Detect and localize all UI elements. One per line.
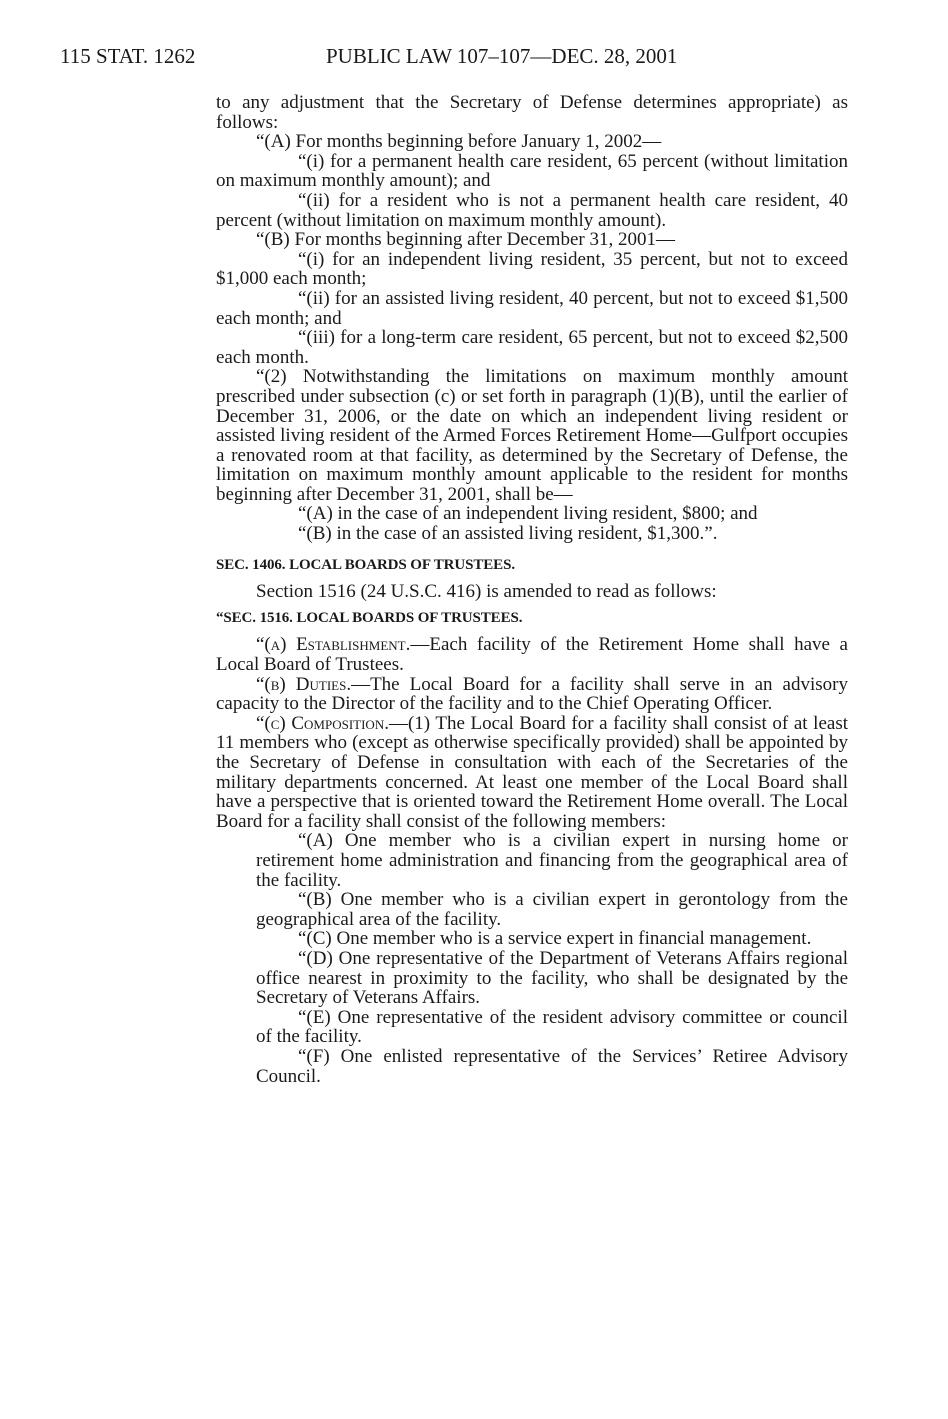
paragraph-1-B-ii: “(ii) for an assisted living resident, 40 percent, but not to exceed $1,500 each month; and [216,287,848,329]
member-E: “(E) One representative of the resident advisory committee or council of the facility. [256,1006,848,1048]
subsection-a [216,635,848,674]
member-D: “(D) One representative of the Department of Veterans Affairs regional office nearest in proximity to the facility, who shall be designated by the Secretary of Veterans Affairs. [256,947,848,1009]
paragraph-2-A: “(A) in the case of an independent living resident, $800; and [298,503,758,525]
subsection-b [216,675,848,714]
document-body [216,93,848,1086]
paragraph-1-A-i: “(i) for a permanent health care resident, 65 percent (without limitation on maximum monthly amount); and [216,150,848,192]
amendment-intro: Section 1516 (24 U.S.C. 416) is amended to read as follows: [256,581,717,603]
paragraph-intro: to any adjustment that the Secretary of Defense determines appropriate) as follows: [216,92,848,133]
paragraph-2-B: “(B) in the case of an assisted living resident, $1,300.”. [298,523,718,545]
member-C: “(C) One member who is a service expert in financial management. [298,928,812,950]
subsection-b-text: —The Local Board for a facility shall serve in an advisory capacity to the Director of the facility and to the Chief Operating Officer. [216,673,848,715]
member-A: “(A) One member who is a civilian expert in nursing home or retirement home administration and financing from the geographical area of the facility. [256,830,848,891]
subsection-c-label: “(c) Composition. [256,712,389,734]
subsection-a-label: “(a) Establishment. [256,634,411,656]
paragraph-1-A-ii: “(ii) for a resident who is not a permanent health care resident, 40 percent (without limitation on maximum monthly amount). [216,189,848,231]
member-B: “(B) One member who is a civilian expert in gerontology from the geographical area of the facility. [256,889,848,930]
stat-reference: 115 STAT. 1262 [60,44,196,68]
paragraph-1-B-i: “(i) for an independent living resident, 35 percent, but not to exceed $1,000 each month; [216,248,848,290]
subsection-c [216,714,848,832]
section-heading-1516: “SEC. 1516. LOCAL BOARDS OF TRUSTEES. [216,609,523,626]
paragraph-1-B-iii: “(iii) for a long-term care resident, 65 percent, but not to exceed $2,500 each month. [216,327,848,368]
member-F: “(F) One enlisted representative of the Services’ Retiree Advisory Council. [256,1045,848,1087]
public-law-reference: PUBLIC LAW 107–107—DEC. 28, 2001 [326,44,678,68]
paragraph-1-A: “(A) For months beginning before January 1, 2002— [256,131,662,153]
section-heading-1406: SEC. 1406. LOCAL BOARDS OF TRUSTEES. [216,556,515,573]
paragraph-2: “(2) Notwithstanding the limitations on maximum monthly amount prescribed under subsection (c) or set forth in paragraph (1)(B), until the earlier of December 31, 2006, or the date on which an independent living resident or assisted living resident of the Armed Forces Retirement Home—Gulfport occupies a renovated room at that facility, as determined by the Secretary of Defense, the limitation on maximum monthly amount applicable to the resident for months beginning after December 31, 2001, shall be— [216,366,848,505]
subsection-a-text: —Each facility of the Retirement Home shall have a Local Board of Trustees. [216,634,848,676]
subsection-b-label: “(b) Duties. [256,673,352,695]
subsection-c-text: —(1) The Local Board for a facility shall consist of at least 11 members who (except as otherwise specifically provided) shall be appointed by the Secretary of Defense in consultation with each of the Secretaries of the military departments concerned. At least one member of the Local Board shall have a perspective that is oriented toward the Retirement Home overall. The Local Board for a facility shall consist of the following members: [216,712,848,832]
page-header [60,44,860,68]
paragraph-1-B: “(B) For months beginning after December 31, 2001— [256,229,675,251]
